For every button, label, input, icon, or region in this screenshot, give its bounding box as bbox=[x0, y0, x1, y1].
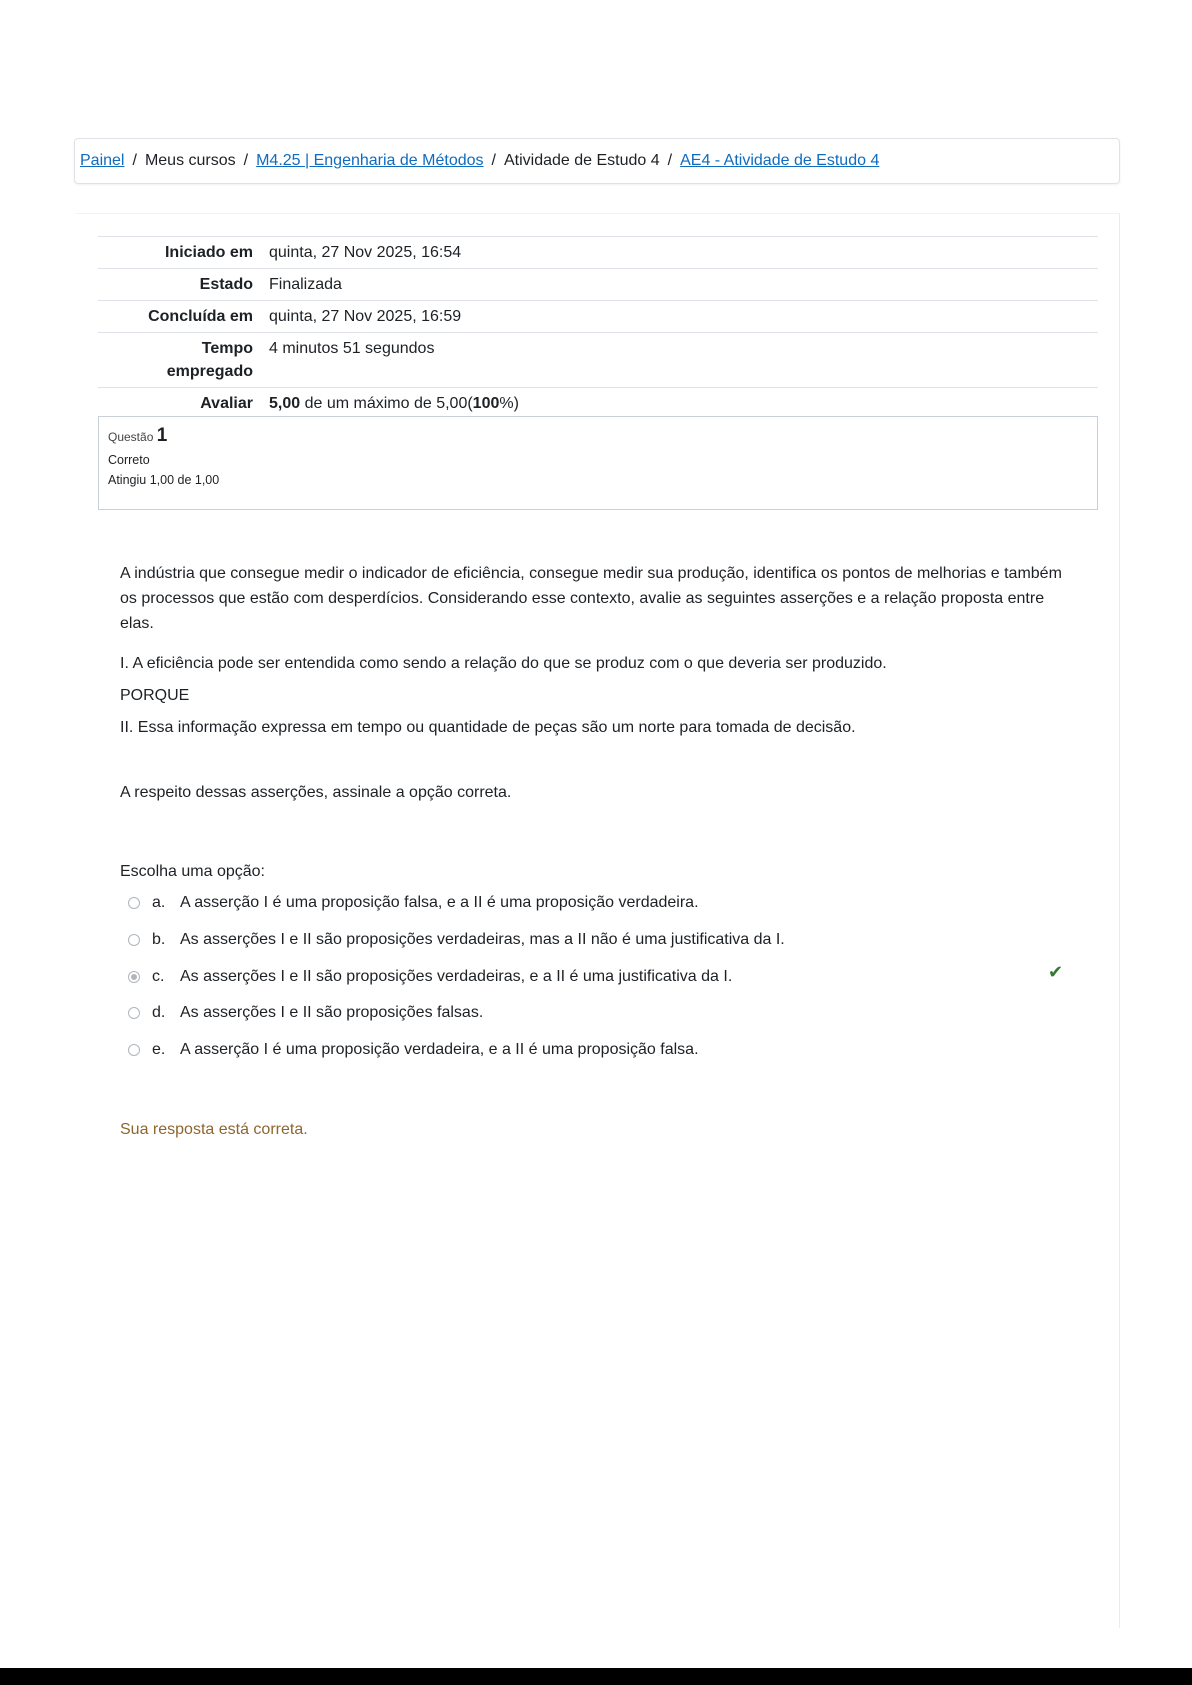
summary-row-grade bbox=[98, 388, 1098, 420]
breadcrumb-painel-link[interactable]: Painel bbox=[80, 152, 125, 169]
breadcrumb-separator: / bbox=[667, 152, 673, 169]
question-instruction: A respeito dessas asserções, assinale a opção correta. bbox=[120, 784, 512, 801]
grade-middle: de um máximo de 5,00( bbox=[304, 395, 473, 412]
feedback-text: Sua resposta está correta. bbox=[120, 1121, 308, 1138]
breadcrumb-meus-cursos: Meus cursos bbox=[144, 152, 236, 169]
porque-text: PORQUE bbox=[120, 687, 190, 704]
question-intro: A indústria que consegue medir o indicador de eficiência, consegue medir sua produção, identifica os pontos de melhorias e também os processos que estão com desperdícios. Considerando esse contexto, avalie as seguintes asserções e a relação proposta entre elas. bbox=[120, 565, 1062, 632]
option-letter: d. bbox=[152, 1004, 166, 1021]
option-text: A asserção I é uma proposição verdadeira, e a II é uma proposição falsa. bbox=[180, 1041, 699, 1058]
assertion-2: II. Essa informação expressa em tempo ou quantidade de peças são um norte para tomada de decisão. bbox=[120, 719, 856, 736]
option-b[interactable] bbox=[128, 927, 785, 953]
question-mark: Atingiu 1,00 de 1,00 bbox=[108, 473, 220, 487]
option-letter: b. bbox=[152, 931, 166, 948]
option-letter: a. bbox=[152, 894, 166, 911]
radio-button[interactable] bbox=[128, 897, 140, 909]
summary-row-completed bbox=[98, 301, 1098, 333]
option-c[interactable] bbox=[128, 964, 732, 990]
choose-option-prompt: Escolha uma opção: bbox=[120, 863, 265, 880]
question-status: Correto bbox=[108, 453, 150, 467]
option-text: A asserção I é uma proposição falsa, e a II é uma proposição verdadeira. bbox=[180, 894, 699, 911]
breadcrumb bbox=[74, 138, 1120, 184]
grade-value bbox=[261, 388, 1098, 420]
option-d[interactable] bbox=[128, 1000, 483, 1026]
time-label-line1: Tempo bbox=[201, 340, 253, 357]
question-label: Questão bbox=[108, 430, 154, 444]
state-label: Estado bbox=[199, 276, 253, 293]
option-text: As asserções I e II são proposições falsas. bbox=[180, 1004, 484, 1021]
option-text: As asserções I e II são proposições verdadeiras, e a II é uma justificativa da I. bbox=[180, 968, 733, 985]
question-number-value: 1 bbox=[156, 425, 168, 446]
breadcrumb-course-link[interactable]: M4.25 | Engenharia de Métodos bbox=[256, 152, 484, 169]
time-label bbox=[98, 333, 261, 388]
question-number bbox=[108, 425, 1088, 447]
summary-row-started bbox=[98, 237, 1098, 269]
grade-percent: 100 bbox=[472, 395, 500, 412]
check-icon: ✔ bbox=[1048, 962, 1064, 982]
radio-button[interactable] bbox=[128, 934, 140, 946]
option-text: As asserções I e II são proposições verdadeiras, mas a II não é uma justificativa da I. bbox=[180, 931, 785, 948]
breadcrumb-separator: / bbox=[132, 152, 137, 169]
breadcrumb-separator: / bbox=[491, 152, 496, 169]
attempt-summary-table bbox=[98, 236, 1098, 419]
breadcrumb-separator: / bbox=[243, 152, 249, 169]
option-letter: e. bbox=[152, 1041, 166, 1058]
grade-score: 5,00 bbox=[269, 395, 301, 412]
time-label-line2: empregado bbox=[166, 363, 253, 380]
bottom-bar bbox=[0, 1668, 1192, 1685]
breadcrumb-section: Atividade de Estudo 4 bbox=[503, 152, 660, 169]
state-value: Finalizada bbox=[269, 276, 342, 293]
question-info-box bbox=[98, 416, 1098, 510]
option-a[interactable] bbox=[128, 890, 699, 916]
breadcrumb-activity-link[interactable]: AE4 - Atividade de Estudo 4 bbox=[680, 152, 880, 169]
started-label: Iniciado em bbox=[164, 244, 253, 261]
completed-value: quinta, 27 Nov 2025, 16:59 bbox=[269, 308, 462, 325]
radio-button[interactable] bbox=[128, 1007, 140, 1019]
grade-end: %) bbox=[499, 395, 519, 412]
summary-row-time bbox=[98, 333, 1098, 388]
assertion-1: I. A eficiência pode ser entendida como sendo a relação do que se produz com o que deveria ser produzido. bbox=[120, 655, 887, 672]
radio-button-selected[interactable] bbox=[128, 971, 140, 983]
radio-button[interactable] bbox=[128, 1044, 140, 1056]
option-e[interactable] bbox=[128, 1037, 699, 1063]
option-letter: c. bbox=[152, 968, 165, 985]
time-value: 4 minutos 51 segundos bbox=[269, 340, 435, 357]
completed-label: Concluída em bbox=[148, 308, 253, 325]
grade-label: Avaliar bbox=[200, 395, 253, 412]
started-value: quinta, 27 Nov 2025, 16:54 bbox=[269, 244, 462, 261]
summary-row-state bbox=[98, 269, 1098, 301]
